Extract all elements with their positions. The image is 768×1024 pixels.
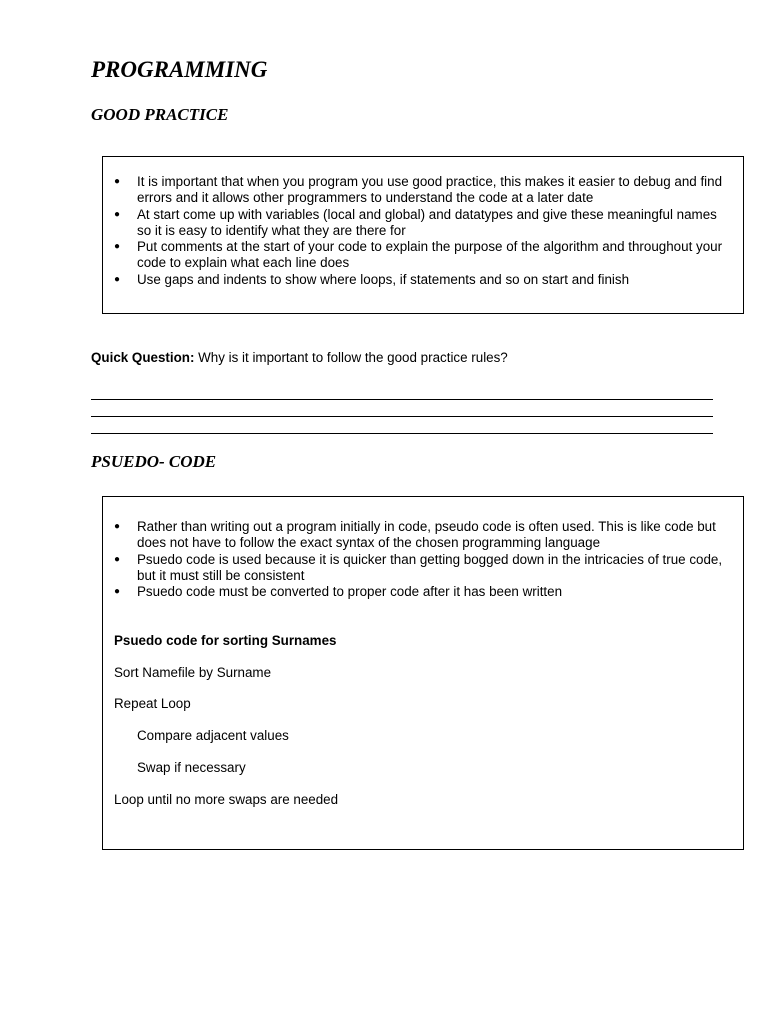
good-practice-bullet: ● It is important that when you program you use good practice, this makes it easier to debug and find errors and it allows other programmers to understand the code at a later date [103,174,733,207]
quick-question-text: Why is it important to follow the good practice rules? [194,350,508,365]
good-practice-box [102,156,744,314]
pseudo-example-heading: Psuedo code for sorting Surnames [114,633,337,648]
pseudo-code-line: Sort Namefile by Surname [114,665,272,680]
pseudo-code-heading: PSUEDO- CODE [91,452,217,471]
pseudo-code-bullet: ● Psuedo code must be converted to proper code after it has been written [103,584,733,600]
good-practice-bullet: ● Use gaps and indents to show where loops, if statements and so on start and finish [103,272,733,288]
good-practice-heading: GOOD PRACTICE [91,105,229,124]
good-practice-bullet: ● At start come up with variables (local and global) and datatypes and give these meaningful names so it is easy to identify what they are there for [103,207,733,240]
pseudo-code-bullet: ● Rather than writing out a program initially in code, pseudo code is often used. This is like code but does not have to follow the exact syntax of the chosen programming language [103,519,733,552]
quick-question-label: Quick Question: [91,350,195,365]
pseudo-code-list [103,519,733,600]
page-title: PROGRAMMING [91,57,268,82]
quick-question [91,350,508,365]
pseudo-code-box [102,496,744,850]
pseudo-code-line: Loop until no more swaps are needed [114,792,339,807]
answer-line[interactable] [91,433,713,434]
pseudo-code-line: Compare adjacent values [137,728,289,743]
pseudo-code-bullet: ● Psuedo code is used because it is quicker than getting bogged down in the intricacies of true code, but it must still be consistent [103,552,733,585]
answer-line[interactable] [91,399,713,400]
answer-line[interactable] [91,416,713,417]
good-practice-bullet: ● Put comments at the start of your code to explain the purpose of the algorithm and throughout your code to explain what each line does [103,239,733,272]
pseudo-code-line: Swap if necessary [137,760,246,775]
pseudo-code-line: Repeat Loop [114,696,191,711]
good-practice-list [103,174,733,288]
